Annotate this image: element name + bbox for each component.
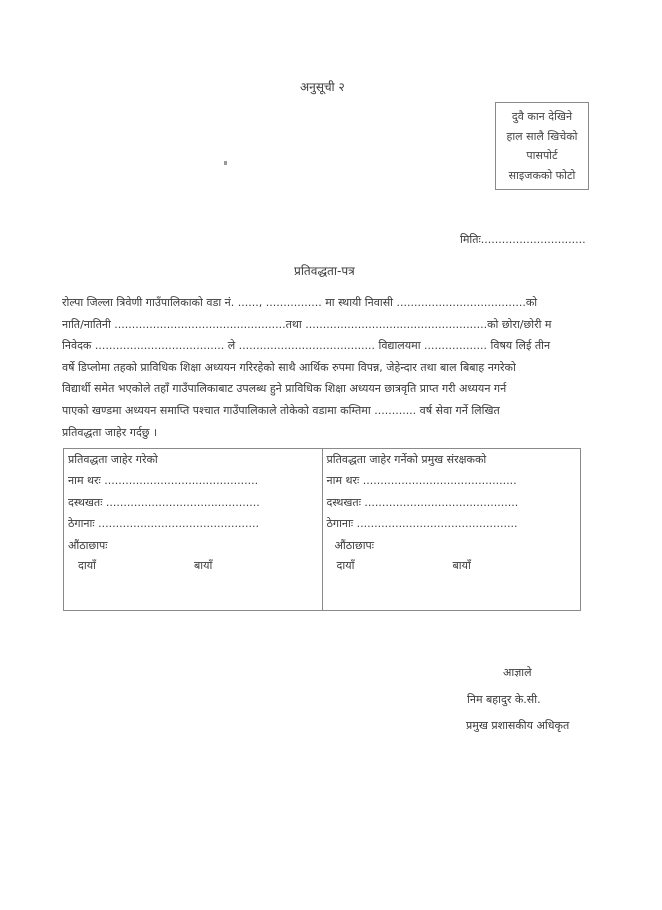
signature-field: दस्थखतः ............................................ (326, 496, 519, 509)
paragraph-line: प्रतिवद्धता जाहेर गर्दछु । (62, 425, 158, 439)
column-heading: प्रतिवद्धता जाहेर गर्नेको प्रमुख संरक्षकको (326, 453, 487, 466)
paragraph-line: पाएको खण्डमा अध्ययन समाप्ति पश्चात गाउँपालिकाले तोकेको वडामा कम्तिमा ............ वर्ष सेवा गर्ने लिखित (62, 403, 500, 417)
signature-table (63, 448, 581, 611)
paragraph-line: नाति/नातिनी .................................................तथा ....................................................को छोरा/छोरी म (62, 317, 552, 331)
paragraph-line: वर्षे डिप्लोमा तहको प्राविधिक शिक्षा अध्ययन गरिरहेको साथै आर्थिक रुपमा विपन्न, जेहेन्दार तथा बाल बिबाह नगरेको (62, 360, 516, 374)
order-label: आज्ञाले (503, 666, 532, 679)
photo-placeholder-box (495, 102, 589, 190)
signature-field: दस्थखतः ............................................ (68, 496, 260, 509)
name-field: नाम थरः ............................................ (326, 474, 517, 487)
annex-label: अनुसूची २ (300, 80, 345, 94)
column-heading: प्रतिवद्धता जाहेर गरेको (68, 453, 158, 466)
right-thumb-label: दायाँ (336, 559, 355, 572)
name-field: नाम थरः ............................................ (68, 474, 259, 487)
scan-speck (224, 161, 227, 165)
commitment-paragraph (62, 292, 582, 443)
left-thumb-label: बायाँ (194, 559, 213, 572)
thumbprint-label: औंठाछापः (68, 539, 108, 552)
address-field: ठेगानाः .............................................. (326, 517, 518, 530)
paragraph-line: निवेदक ..................................... ले ....................................... विद्यालयमा .................. विषय लिई तीन (62, 339, 551, 353)
document-title: प्रतिवद्धता-पत्र (294, 264, 355, 278)
photo-instruction-line: पासपोर्ट (526, 149, 558, 163)
applicant-signature-column (64, 449, 322, 610)
officer-name: निम बहादुर के.सी. (467, 693, 541, 706)
right-thumb-label: दायाँ (78, 559, 96, 572)
photo-instruction-line: दुवै कान देखिने (511, 110, 573, 124)
left-thumb-label: बायाँ (452, 559, 471, 572)
photo-instruction-line: साइजकको फोटो (508, 168, 576, 182)
thumbprint-label: औंठाछापः (334, 539, 375, 552)
guardian-signature-column (322, 449, 581, 610)
date-field: मितिः.............................. (460, 233, 586, 246)
paragraph-line: विद्यार्थी समेत भएकोले तहाँ गाउँपालिकाबाट उपलब्ध हुने प्राविधिक शिक्षा अध्ययन छात्रवृति प्राप्त गरी अध्ययन गर्न (62, 382, 507, 396)
paragraph-line: रोल्पा जिल्ला त्रिवेणी गाउँपालिकाको वडा नं. ......, ................ मा स्थायी निवासी .....................................को (62, 296, 538, 309)
address-field: ठेगानाः .............................................. (68, 517, 259, 530)
officer-designation: प्रमुख प्रशासकीय अधिकृत (466, 719, 570, 732)
photo-instruction-line: हाल सालै खिचेको (506, 129, 578, 143)
